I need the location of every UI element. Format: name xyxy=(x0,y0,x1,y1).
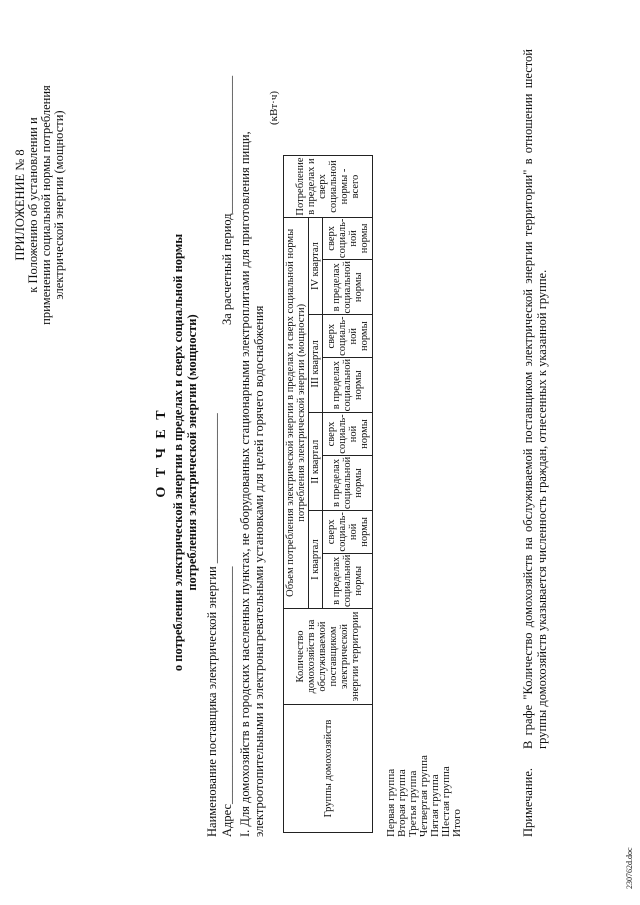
header-quarter-1: I квартал xyxy=(309,511,323,609)
q4-above-norm: сверх социаль-ной нормы xyxy=(323,217,373,259)
appendix-ref-1: к Положению об установлении и xyxy=(26,117,40,293)
header-quarter-3: III квартал xyxy=(309,315,323,413)
subtitle-line-2: потребления электрической энергии (мощности) xyxy=(185,314,199,591)
list-item: Четвертая группа xyxy=(418,755,430,837)
list-item: Шестая группа xyxy=(440,766,452,837)
appendix-number: ПРИЛОЖЕНИЕ № 8 xyxy=(13,149,27,261)
unit-label: (кВт·ч) xyxy=(268,90,280,125)
q2-above-norm: сверх социаль-ной нормы xyxy=(323,413,373,455)
note-text: В графе "Количество домохозяйств на обслуживаемой поставщиком электрической энергии территории" в отношении шестой группы домохозяйств указывается численность граждан, отнесенных к указанной группе. xyxy=(521,49,549,749)
document-subtitle xyxy=(171,0,199,905)
header-quarter-2: II квартал xyxy=(309,413,323,511)
appendix-ref-2: применении социальной нормы потребления xyxy=(39,85,53,325)
address-field: Адрес______________________________________ xyxy=(220,566,234,837)
q2-within-norm: в пределах социальной нормы xyxy=(323,455,373,510)
document-title: О Т Ч Е Т xyxy=(154,407,169,498)
list-item: Итого xyxy=(451,809,463,837)
appendix-header xyxy=(14,40,66,370)
header-household-count: Количество домохозяйств на обслуживаемой поставщиком электрической энергии территории xyxy=(284,609,373,705)
q1-above-norm: сверх социаль-ной нормы xyxy=(323,511,373,553)
supplier-name-field: Наименование поставщика электрической энергии ________________________ xyxy=(205,413,219,837)
q3-within-norm: в пределах социальной нормы xyxy=(323,357,373,412)
q3-above-norm: сверх социаль-ной нормы xyxy=(323,315,373,357)
list-item: Третья группа xyxy=(407,770,419,837)
report-table xyxy=(283,155,373,833)
q1-within-norm: в пределах социальной нормы xyxy=(323,553,373,608)
file-footer: 230762d.doc xyxy=(625,847,634,889)
subtitle-line-1: о потреблении электрической энергии в пределах и сверх социальной нормы xyxy=(171,233,185,672)
q4-within-norm: в пределах социальной нормы xyxy=(323,260,373,315)
list-item: Вторая группа xyxy=(396,769,408,837)
period-field: За расчетный период______________________ xyxy=(220,75,234,325)
list-item: Первая группа xyxy=(385,768,397,837)
header-consumption-volume: Объем потребления электрической энергии в пределах и сверх социальной нормы потребления электрической энергии (мощности) xyxy=(284,217,309,608)
note-label: Примечание. xyxy=(521,767,535,837)
appendix-ref-3: электрической энергии (мощности) xyxy=(52,110,66,300)
section-heading: I. Для домохозяйств в городских населенных пунктах, не оборудованных стационарными электроплитами для приготовления пищи, электроотопительными и электронагревательными установками для целей горячего водоснабжения xyxy=(238,131,266,837)
header-quarter-4: IV квартал xyxy=(309,217,323,315)
household-group-list xyxy=(386,755,463,837)
header-groups: Группы домохозяйств xyxy=(284,705,373,833)
list-item: Пятая группа xyxy=(429,774,441,837)
header-total: Потребление в пределах и сверх социальной нормы - всего xyxy=(284,156,373,217)
